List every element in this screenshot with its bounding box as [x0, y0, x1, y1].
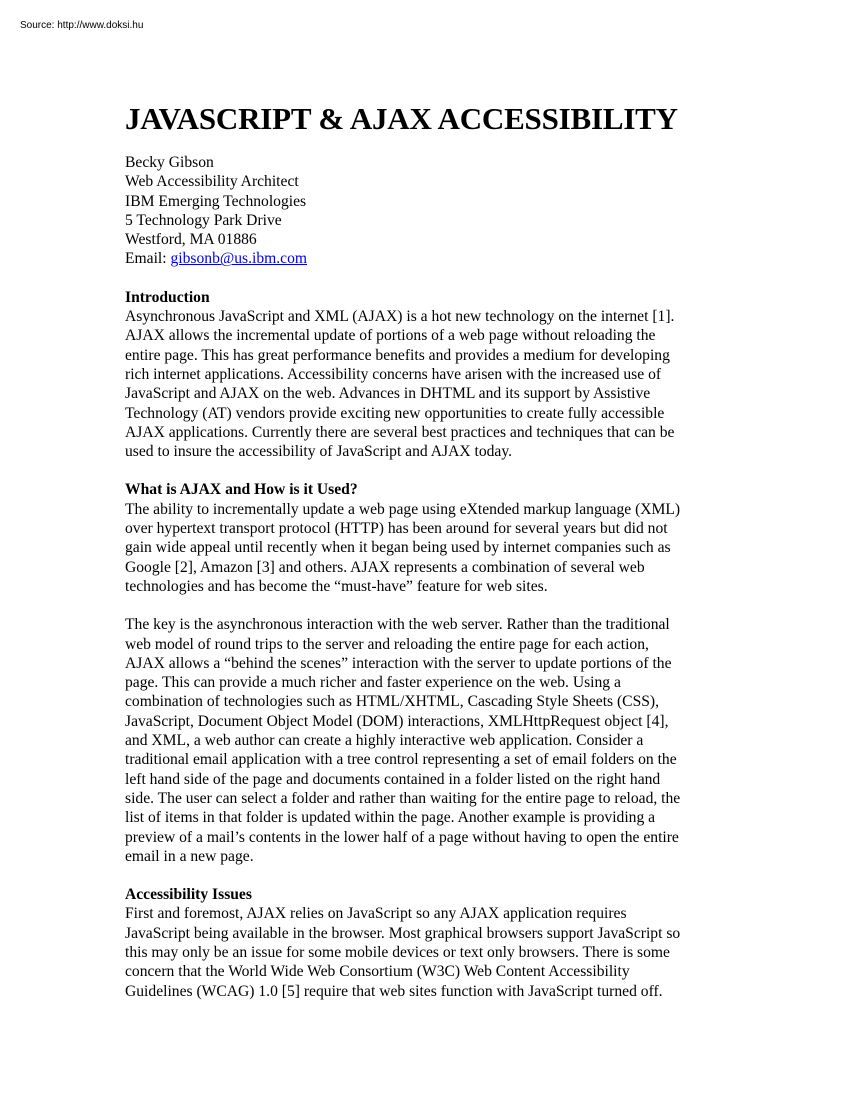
page-title: JAVASCRIPT & AJAX ACCESSIBILITY — [125, 101, 678, 136]
text-line: First and foremost, AJAX relies on JavaScript so any AJAX application requires — [125, 905, 627, 923]
author-block — [125, 153, 735, 269]
text-line: JavaScript being available in the browser. Most graphical browsers support JavaScript so — [125, 924, 681, 942]
paragraph — [125, 904, 735, 1000]
text-line: this may only be an issue for some mobile devices or text only browsers. There is some — [125, 943, 670, 961]
author-name: Becky Gibson — [125, 154, 214, 171]
text-line: combination of technologies such as HTML/XHTML, Cascading Style Sheets (CSS), — [125, 693, 660, 711]
author-city: Westford, MA 01886 — [125, 231, 257, 249]
section-heading: Accessibility Issues — [125, 886, 252, 904]
document-body — [125, 100, 735, 1001]
section-accessibility-issues — [125, 885, 735, 1001]
text-line: over hypertext transport protocol (HTTP) has been around for several years but did not — [125, 520, 668, 538]
text-line: Google [2], Amazon [3] and others. AJAX represents a combination of several web — [125, 558, 645, 576]
text-line: JavaScript, Document Object Model (DOM) interactions, XMLHttpRequest object [4], — [125, 712, 669, 730]
section-heading: Introduction — [125, 288, 210, 306]
text-line: and XML, a web author can create a highly interactive web application. Consider a — [125, 732, 644, 750]
email-link[interactable]: gibsonb@us.ibm.com — [170, 250, 307, 268]
text-line: web model of round trips to the server and reloading the entire page for each action, — [125, 635, 649, 653]
text-line: rich internet applications. Accessibility concerns have arisen with the increased use of — [125, 365, 662, 383]
email-label: Email: — [125, 250, 171, 268]
text-line: email in a new page. — [125, 847, 254, 865]
section-heading: What is AJAX and How is it Used? — [125, 481, 358, 499]
author-street: 5 Technology Park Drive — [125, 211, 282, 229]
text-line: The ability to incrementally update a web page using eXtended markup language (XML) — [125, 500, 681, 518]
text-line: AJAX applications. Currently there are several best practices and techniques that can be — [125, 423, 675, 441]
text-line: concern that the World Wide Web Consortium (W3C) Web Content Accessibility — [125, 963, 630, 981]
author-org: IBM Emerging Technologies — [125, 192, 307, 210]
text-line: preview of a mail’s contents in the lower half of a page without having to open the entire — [125, 828, 679, 846]
text-line: gain wide appeal until recently when it began being used by internet companies such as — [125, 539, 671, 557]
text-line: entire page. This has great performance benefits and provides a medium for developing — [125, 346, 670, 364]
author-email-line — [125, 249, 735, 268]
text-line: side. The user can select a folder and rather than waiting for the entire page to reload, the — [125, 789, 681, 807]
author-role: Web Accessibility Architect — [125, 173, 299, 191]
text-line: AJAX allows the incremental update of portions of a web page without reloading the — [125, 327, 656, 345]
text-line: AJAX allows a “behind the scenes” interaction with the server to update portions of the — [125, 654, 672, 672]
section-introduction — [125, 288, 735, 462]
text-line: used to insure the accessibility of JavaScript and AJAX today. — [125, 443, 513, 461]
text-line: Technology (AT) vendors provide exciting new opportunities to create fully accessible — [125, 404, 665, 422]
paragraph — [125, 615, 735, 866]
text-line: traditional email application with a tree control representing a set of email folders on the — [125, 751, 677, 769]
text-line: JavaScript and AJAX on the web. Advances in DHTML and its support by Assistive — [125, 385, 651, 403]
paragraph — [125, 307, 735, 461]
text-line: Asynchronous JavaScript and XML (AJAX) is a hot new technology on the internet [1]. — [125, 308, 675, 326]
text-line: page. This can provide a much richer and faster experience on the web. Using a — [125, 674, 621, 692]
paragraph — [125, 500, 735, 596]
source-note: Source: http://www.doksi.hu — [20, 20, 144, 31]
text-line: technologies and has become the “must-have” feature for web sites. — [125, 577, 548, 595]
text-line: list of items in that folder is updated within the page. Another example is providing a — [125, 809, 656, 827]
text-line: The key is the asynchronous interaction with the web server. Rather than the traditional — [125, 616, 670, 634]
text-line: left hand side of the page and documents contained in a folder listed on the right hand — [125, 770, 661, 788]
text-line: Guidelines (WCAG) 1.0 [5] require that web sites function with JavaScript turned off. — [125, 982, 663, 1000]
section-what-is-ajax — [125, 480, 735, 866]
